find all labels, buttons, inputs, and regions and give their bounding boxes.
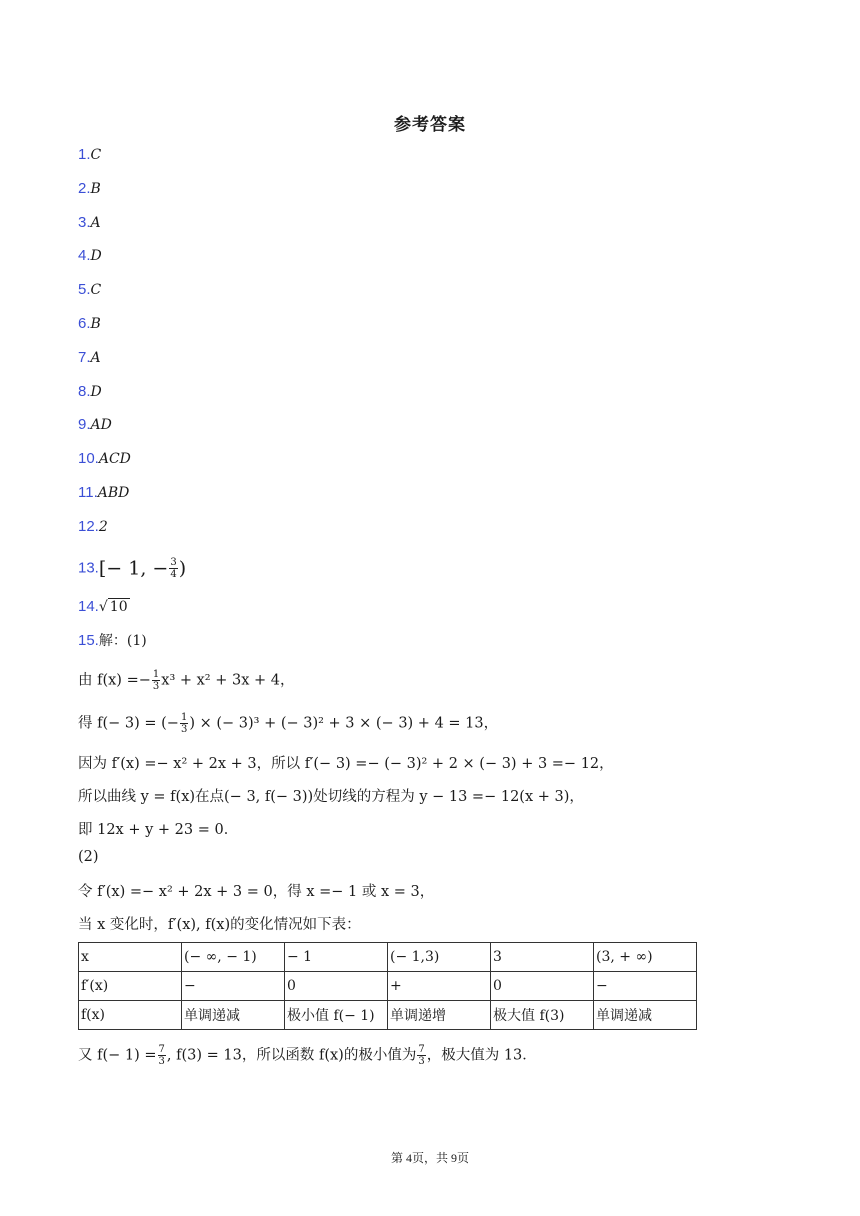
answer-item <box>78 483 129 503</box>
table-row <box>79 972 697 1001</box>
solution-line-2: 得 f(− 3) = (− $\frac{1}{3}$ ) × (− 3)³ + (− 3)² + 3 × (− 3) + 4 = 13， <box>78 712 499 735</box>
page-title: 参考答案 <box>394 115 466 135</box>
answer-item <box>78 280 101 300</box>
table-cell: x <box>79 943 182 972</box>
page-footer: 第 4页，共 9页 <box>390 1151 469 1165</box>
table-cell: 3 <box>491 943 594 972</box>
answer-item <box>78 382 102 402</box>
fraction: $\frac{7}{3}$ <box>158 1044 165 1067</box>
fraction: $\frac{7}{3}$ <box>418 1044 425 1067</box>
answer-item <box>78 213 101 233</box>
table-cell: 0 <box>491 972 594 1001</box>
answer-number: 4. <box>78 247 91 265</box>
answer-value: 2 <box>98 518 108 535</box>
table-cell: 单调递减 <box>182 1001 285 1030</box>
answer-number: 9. <box>78 416 91 434</box>
answer-number: 5. <box>78 281 91 299</box>
table-cell: f′(x) <box>79 972 182 1001</box>
solution-line-8: 又 f(− 1) = $\frac{7}{3}$ , f(3) = 13，所以函数 f(x)的极小值为 $\frac{7}{3}$ ，极大值为 13． <box>78 1044 537 1067</box>
answer-item <box>78 314 101 334</box>
answer-item <box>78 415 112 435</box>
answer-15-heading <box>78 631 147 651</box>
part-2-label: (2) <box>78 849 99 865</box>
answer-value: C <box>90 147 102 163</box>
table-cell: (3, + ∞) <box>594 943 697 972</box>
variation-table <box>78 942 697 1030</box>
solution-label: 解：(1) <box>98 633 147 649</box>
table-cell: − 1 <box>285 943 388 972</box>
interval-left: [− 1, − <box>98 557 169 580</box>
answer-number: 6. <box>78 315 91 332</box>
answer-number: 12. <box>78 517 99 535</box>
table-cell: + <box>388 972 491 1001</box>
solution-line-4: 所以曲线 y = f(x)在点(− 3, f(− 3))处切线的方程为 y − 13 =− 12(x + 3)， <box>78 789 584 805</box>
square-root: √ 10 <box>98 599 128 615</box>
answer-item <box>78 246 102 266</box>
answer-value: AD <box>90 417 112 434</box>
answer-value: C <box>90 282 102 299</box>
answer-number: 8. <box>78 382 91 400</box>
answer-number: 3. <box>78 213 91 231</box>
interval-right: ) <box>178 557 187 580</box>
answer-number: 14. <box>78 598 99 615</box>
answer-item <box>78 179 101 199</box>
answer-number: 1. <box>78 146 91 163</box>
table-cell: 单调递增 <box>388 1001 491 1030</box>
answer-number: 11. <box>78 484 98 501</box>
table-cell: 0 <box>285 972 388 1001</box>
answer-item <box>78 145 101 165</box>
answer-value: ABD <box>97 485 130 501</box>
answer-14 <box>78 597 130 617</box>
answer-value: B <box>90 180 101 197</box>
fraction: $\frac{3}{4}$ <box>170 557 177 580</box>
answer-number: 15. <box>78 632 99 649</box>
answer-value: A <box>90 214 101 231</box>
answer-number: 7. <box>78 348 91 366</box>
solution-line-3: 因为 f′(x) =− x² + 2x + 3，所以 f′(− 3) =− (− 3)² + 2 × (− 3) + 3 =− 12， <box>78 756 614 772</box>
table-cell: 极小值 f(− 1) <box>285 1001 388 1030</box>
table-row <box>79 1001 697 1030</box>
table-cell: (− 1,3) <box>388 943 491 972</box>
answer-value: A <box>90 349 101 366</box>
solution-line-5: 即 12x + y + 23 = 0． <box>78 822 239 838</box>
answer-13 <box>78 557 186 580</box>
answer-value: B <box>90 316 101 332</box>
answer-number: 10. <box>78 450 99 468</box>
fraction: $\frac{1}{3}$ <box>180 712 188 735</box>
table-cell: 单调递减 <box>594 1001 697 1030</box>
answer-value: D <box>90 248 102 265</box>
answer-value: ACD <box>98 451 131 468</box>
answer-value: D <box>90 383 102 400</box>
table-cell: (− ∞, − 1) <box>182 943 285 972</box>
table-cell: − <box>182 972 285 1001</box>
answer-item <box>78 449 131 469</box>
solution-line-6: 令 f′(x) =− x² + 2x + 3 = 0，得 x =− 1 或 x = 3， <box>78 884 435 900</box>
fraction: $\frac{1}{3}$ <box>152 669 160 692</box>
table-cell: f(x) <box>79 1001 182 1030</box>
table-row <box>79 943 697 972</box>
answer-item <box>78 348 101 368</box>
solution-line-7: 当 x 变化时，f′(x), f(x)的变化情况如下表： <box>78 917 361 933</box>
answer-item <box>78 517 108 537</box>
solution-line-1: 由 f(x) =− $\frac{1}{3}$ x³ + x² + 3x + 4， <box>78 669 295 692</box>
table-cell: 极大值 f(3) <box>491 1001 594 1030</box>
answer-number: 13. <box>78 559 99 577</box>
answer-number: 2. <box>78 179 91 197</box>
table-cell: − <box>594 972 697 1001</box>
